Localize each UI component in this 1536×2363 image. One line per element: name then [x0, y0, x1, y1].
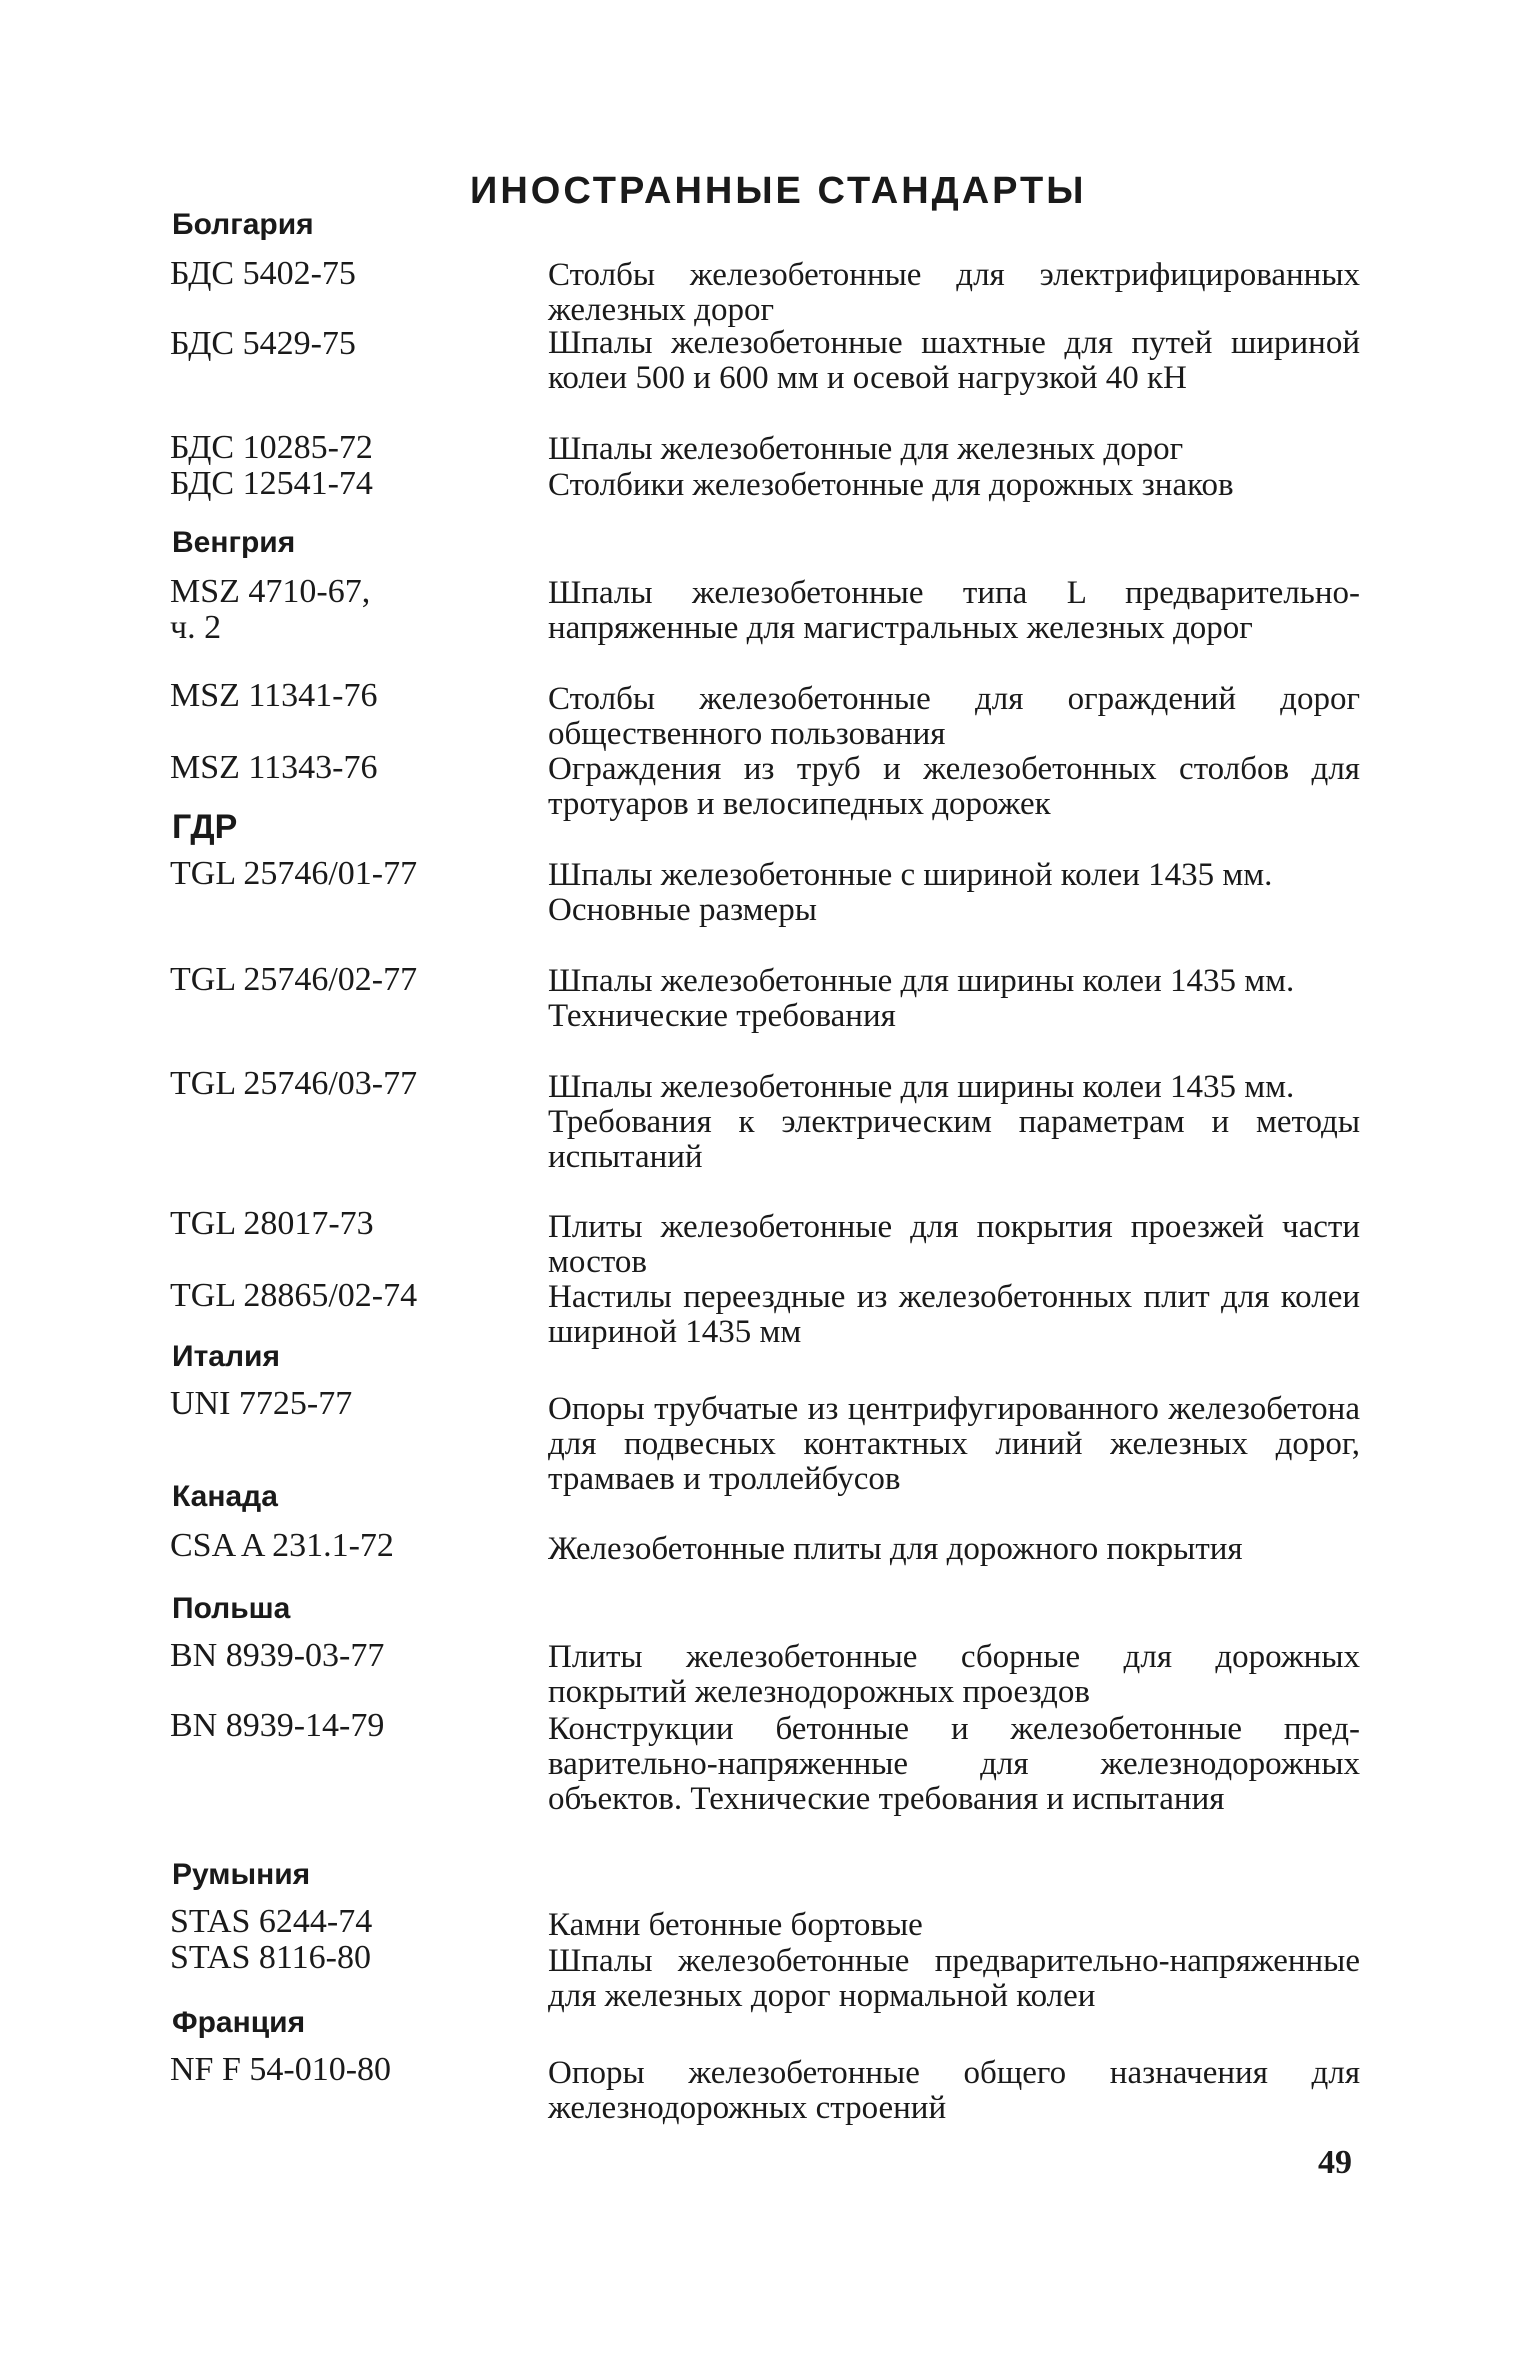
page-number: 49 — [1318, 2144, 1352, 2181]
standard-description: Столбы железобетонные для электрифицированных железных дорог — [548, 257, 1360, 328]
standard-code: БДС 5429-75 — [170, 325, 356, 362]
standard-description: Шпалы железобетонные для ширины колеи 1435 мм. Технические требования — [548, 963, 1295, 1034]
standard-code: TGL 28865/02-74 — [170, 1277, 418, 1314]
standard-code: БДС 5402-75 — [170, 255, 356, 292]
standard-description: Плиты железобетонные сборные для дорожных покрытий железнодорожных проездов — [548, 1639, 1360, 1710]
standard-description: Опоры железобетонные общего назначения для железнодорожных строений — [548, 2055, 1360, 2126]
standard-code: NF F 54-010-80 — [170, 2051, 392, 2088]
standard-code: STAS 8116-80 — [170, 1939, 371, 1976]
standard-description: Столбы железобетонные для ограждений дорог общественного пользования — [548, 681, 1360, 752]
standard-code: BN 8939-14-79 — [170, 1707, 385, 1744]
country-heading-hungary: Венгрия — [172, 526, 296, 559]
standard-code: MSZ 11341-76 — [170, 677, 378, 714]
standard-description: Шпалы железобетонные для железных дорог — [548, 431, 1184, 467]
standard-code: TGL 25746/03-77 — [170, 1065, 418, 1102]
standard-code: БДС 10285-72 — [170, 429, 373, 466]
standard-code: UNI 7725-77 — [170, 1385, 353, 1422]
standard-code: БДС 12541-74 — [170, 465, 373, 502]
standard-description: Железобетонные плиты для дорожного покрытия — [548, 1531, 1243, 1567]
standard-description: Плиты железобетонные для покрытия проезжей части мостов — [548, 1209, 1360, 1280]
standard-code: MSZ 4710-67, ч. 2 — [170, 573, 371, 646]
country-heading-romania: Румыния — [172, 1858, 311, 1891]
standard-description: Опоры трубчатые из центрифугированного железобетона для подвесных контактных линий железных дорог, трамваев и троллейбусов — [548, 1391, 1360, 1497]
standard-code: CSA A 231.1-72 — [170, 1527, 394, 1564]
standard-description: Столбики железобетонные для дорожных знаков — [548, 467, 1234, 503]
standard-description: Шпалы железобетонные для ширины колеи 1435 мм. Требования к электрическим параметрам и методы испытаний — [548, 1069, 1360, 1175]
country-heading-canada: Канада — [172, 1480, 278, 1513]
standard-description: Шпалы железобетонные с шириной колеи 1435 мм. Основные размеры — [548, 857, 1273, 928]
standard-description: Шпалы железобетонные типа L предварительно-напряженные для магистральных железных дорог — [548, 575, 1360, 646]
country-heading-bulgaria: Болгария — [172, 208, 314, 241]
standard-description: Шпалы железобетонные шахтные для путей шириной колеи 500 и 600 мм и осевой нагрузкой 40 кН — [548, 325, 1360, 396]
standard-description: Шпалы железобетонные предварительно-напряженные для железных дорог нормальной колеи — [548, 1943, 1360, 2014]
standard-code: BN 8939-03-77 — [170, 1637, 385, 1674]
standard-code: TGL 25746/01-77 — [170, 855, 418, 892]
country-heading-gdr: ГДР — [172, 808, 238, 846]
standard-code: MSZ 11343-76 — [170, 749, 378, 786]
standard-description: Камни бетонные бортовые — [548, 1907, 923, 1943]
country-heading-italy: Италия — [172, 1340, 280, 1373]
standard-description: Настилы переездные из железобетонных плит для колеи шириной 1435 мм — [548, 1279, 1360, 1350]
country-heading-poland: Польша — [172, 1592, 291, 1625]
page-title: ИНОСТРАННЫЕ СТАНДАРТЫ — [470, 170, 1087, 212]
standard-description: Ограждения из труб и железобетонных столбов для тротуаров и велосипедных дорожек — [548, 751, 1360, 822]
standard-code: TGL 25746/02-77 — [170, 961, 418, 998]
standard-code: STAS 6244-74 — [170, 1903, 373, 1940]
country-heading-france: Франция — [172, 2006, 306, 2039]
standard-description: Конструкции бетонные и железобетонные предварительно-напряженные для железнодорожных объектов. Технические требования и испытания — [548, 1711, 1360, 1817]
standard-code: TGL 28017-73 — [170, 1205, 374, 1242]
